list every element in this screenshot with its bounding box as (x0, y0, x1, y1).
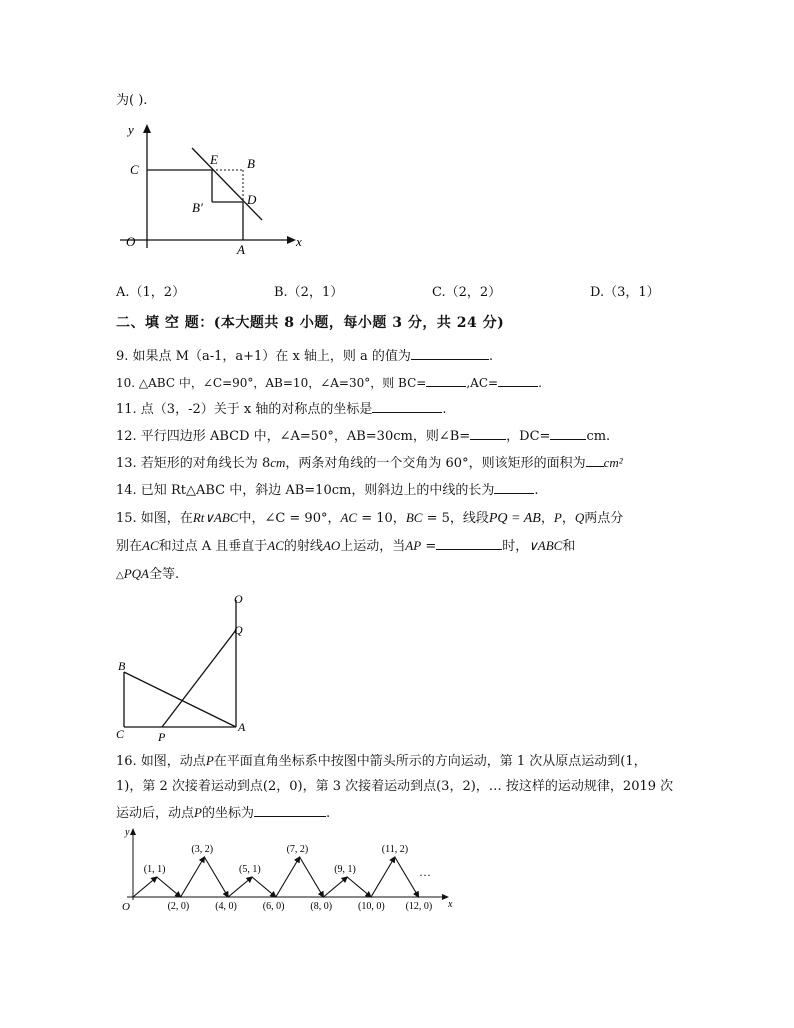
q15-text: = 10， (357, 511, 406, 526)
q12-part1: 12. 平行四边形 ABCD 中，∠A=50°，AB=30cm，则∠B= (116, 429, 471, 444)
top-point-label: (11, 2) (381, 844, 409, 855)
q15-text: 上运动，当 (340, 539, 406, 554)
q9-answer-blank[interactable] (411, 347, 489, 360)
top-point-label: (7, 2) (286, 844, 309, 855)
label-o: O (234, 592, 243, 606)
q14-end: . (534, 483, 539, 498)
zigzag-segments (133, 857, 419, 897)
option-b[interactable]: B.（2，1） (274, 285, 344, 300)
bottom-point-labels (168, 901, 433, 912)
path-segment (300, 857, 324, 897)
q15-text: 15. 如图，在 (116, 511, 193, 526)
q15-text: 时， (502, 539, 529, 554)
q10-part2: ,AC= (466, 376, 499, 390)
q15-triangle: Rt∨ABC (192, 510, 239, 525)
figure-triangles (112, 590, 262, 742)
path-segment (323, 877, 347, 897)
bottom-point-label: (6, 0) (262, 901, 285, 912)
q15-triangle-symbol: △ (116, 570, 124, 581)
q14-text: 14. 已知 Rt△ABC 中，斜边 AB=10cm，则斜边上的中线的长为 (116, 483, 495, 498)
label-c: C (116, 727, 125, 741)
label-b: B (118, 659, 126, 673)
segment-ab (124, 672, 236, 727)
q15-text: ， (561, 511, 575, 526)
q15-var: AP (405, 538, 422, 553)
top-point-label: (9, 1) (334, 864, 356, 875)
q14-answer-blank[interactable] (494, 481, 534, 494)
q16-text: 16. 如图，动点 (116, 754, 206, 769)
question-15-line-2 (116, 537, 575, 556)
bottom-point-label: (4, 0) (215, 901, 237, 912)
q9-end: . (488, 349, 494, 364)
q13-part1: 13. 若矩形的对角线长为 8 (116, 456, 271, 471)
q11-text: 11. 点（3，-2）关于 x 轴的对称点的坐标是 (116, 402, 373, 417)
q15-var: Q (574, 510, 585, 525)
q15-var: P (553, 510, 562, 525)
q13-unit2: cm² (603, 455, 623, 470)
bottom-point-label: (2, 0) (167, 901, 190, 912)
q15-text: 和过点 A 且垂直于 (158, 539, 268, 554)
q15-equation: PQ = AB (488, 511, 541, 526)
q15-text: 全等. (148, 567, 180, 582)
q15-text: 别在 (116, 539, 143, 554)
q15-text: 的射线 (283, 539, 323, 554)
q15-text: = 5，线段 (422, 511, 489, 526)
q11-answer-blank[interactable] (372, 400, 442, 413)
x-axis-arrow-icon (287, 236, 296, 244)
q16-var: P (194, 805, 202, 820)
q15-text: 两点分 (584, 511, 624, 526)
label-e: E (210, 152, 218, 167)
q12-end: cm. (586, 429, 611, 444)
top-point-labels (144, 844, 408, 875)
y-axis-arrow-icon (143, 124, 151, 133)
label-q: Q (234, 623, 243, 637)
q15-var: AC (142, 538, 159, 553)
path-segment (157, 877, 181, 897)
label-o: O (122, 901, 130, 913)
top-point-label: (5, 1) (239, 864, 261, 875)
q15-text: = (421, 539, 437, 554)
q15-text: 中，∠C = 90°， (238, 511, 341, 526)
q13-area-blank[interactable] (586, 454, 604, 467)
top-point-label: (3, 2) (191, 844, 214, 855)
q15-text: 和 (562, 539, 576, 554)
top-point-label: (1, 1) (143, 864, 166, 875)
q15-var: AC (340, 510, 358, 525)
question-15-line-1 (116, 509, 623, 528)
label-y: y (125, 827, 130, 838)
segment-pq (162, 630, 236, 727)
question-16-line-1 (116, 752, 647, 771)
q16-text: 运动后，动点 (116, 806, 195, 821)
question-14 (116, 481, 538, 500)
label-p: P (158, 730, 166, 742)
q13-unit: cm (270, 455, 286, 470)
option-d[interactable]: D.（3，1） (590, 285, 660, 300)
path-segment (276, 857, 300, 897)
label-a: A (237, 242, 245, 257)
q15-var: BC (405, 510, 423, 525)
q15-var: AO (322, 538, 341, 553)
label-o: O (126, 234, 136, 249)
question-9 (116, 347, 493, 366)
path-segment (252, 877, 276, 897)
q10-ac-blank[interactable] (498, 374, 538, 387)
q15-triangle: ∨ABC (528, 538, 563, 553)
path-segment (395, 857, 419, 897)
q15-answer-blank[interactable] (436, 537, 502, 550)
q12-part2: ，DC= (506, 429, 551, 444)
q15-var: AC (267, 538, 284, 553)
section-title: 二、填 空 题：(本大题共 8 小题，每小题 3 分，共 24 分) (116, 315, 505, 331)
label-a: A (238, 720, 246, 734)
label-y: y (128, 122, 134, 137)
q15-var: PQA (123, 566, 149, 581)
q9-text: 9. 如果点 M（a-1，a+1）在 x 轴上，则 a 的值为 (116, 349, 411, 364)
bottom-point-label: (12, 0) (405, 901, 433, 912)
bottom-point-label: (8, 0) (310, 901, 333, 912)
q16-var: P (205, 753, 214, 768)
path-segment (133, 877, 157, 897)
question-15-line-3 (116, 565, 179, 585)
q10-part1: 10. △ABC 中，∠C=90°，AB=10，∠A=30°，则 BC= (116, 376, 427, 390)
figure-zigzag-path (112, 826, 462, 918)
y-axis-arrow-icon (130, 828, 136, 835)
q16-text: 的坐标为 (201, 806, 254, 821)
question-12 (116, 427, 610, 446)
path-segment (181, 857, 205, 897)
ellipsis: … (419, 865, 431, 879)
option-a[interactable]: A.（1，2） (116, 285, 186, 300)
q12-dc-blank[interactable] (550, 427, 586, 440)
path-segment (204, 857, 228, 897)
q10-end: . (538, 376, 542, 390)
intro-text: 为( ). (116, 93, 148, 108)
q13-part2: ，两条对角线的一个交角为 60°，则该矩形的面积为 (285, 456, 586, 471)
option-c[interactable]: C.（2，2） (432, 285, 502, 300)
label-b: B (247, 156, 255, 171)
question-16-line-3 (116, 804, 330, 823)
q11-end: . (442, 402, 447, 417)
bottom-point-label: (10, 0) (358, 901, 385, 912)
q10-bc-blank[interactable] (426, 374, 466, 387)
label-c: C (130, 162, 139, 177)
q16-text: 在平面直角坐标系中按图中箭头所示的方向运动，第 1 次从原点运动到(1， (213, 754, 647, 769)
label-x: x (296, 234, 302, 249)
question-13 (116, 454, 623, 473)
path-segment (228, 877, 252, 897)
question-10 (116, 374, 542, 392)
label-x: x (448, 899, 453, 910)
question-16-line-2: 1)，第 2 次接着运动到点(2，0)，第 3 次接着运动到点(3，2)，… 按这样的运动规律，2019 次 (116, 779, 674, 794)
q15-text: ， (540, 511, 554, 526)
question-11 (116, 400, 446, 419)
figure-coordinate-rectangle (112, 118, 312, 268)
q16-end: . (325, 806, 331, 821)
path-segment (371, 857, 395, 897)
path-segment (347, 877, 371, 897)
q16-answer-blank[interactable] (254, 804, 326, 817)
label-d: D (247, 192, 257, 207)
q12-angle-blank[interactable] (470, 427, 506, 440)
label-b-prime: B′ (192, 200, 203, 215)
